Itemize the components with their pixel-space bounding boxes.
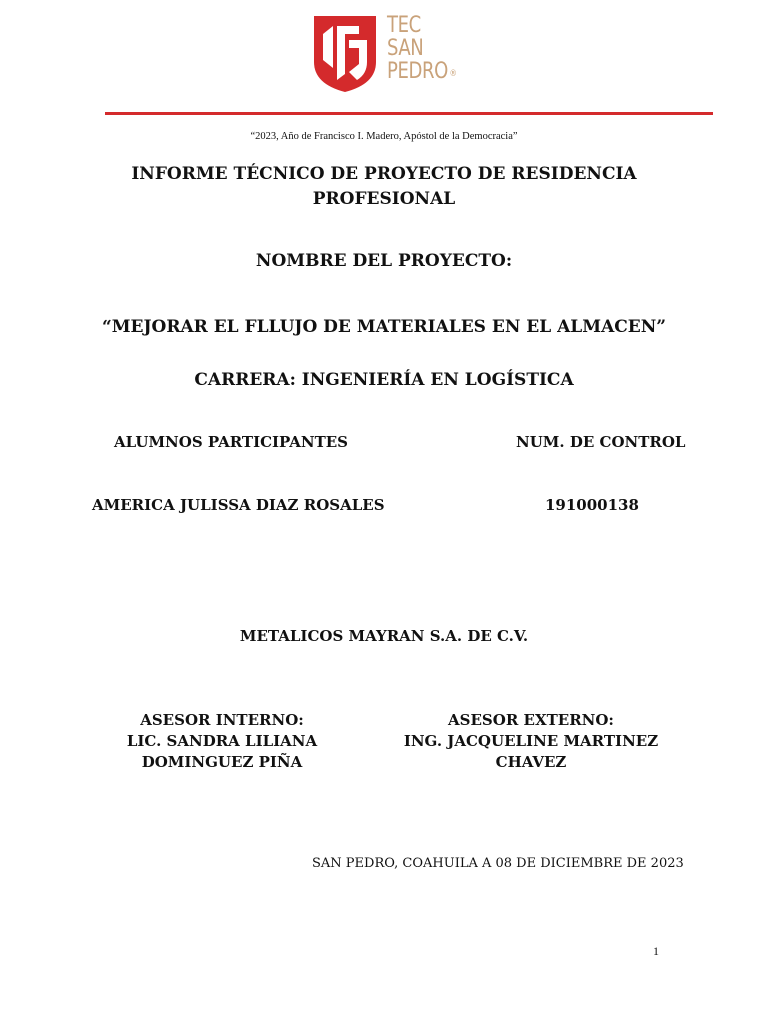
career: CARRERA: INGENIERÍA EN LOGÍSTICA <box>194 370 574 390</box>
report-title-line-2: PROFESIONAL <box>312 189 456 209</box>
logo-line-3-text: PEDRO <box>387 59 448 84</box>
internal-advisor-line-2: DOMINGUEZ PIÑA <box>141 753 303 771</box>
page-number: 1 <box>653 944 659 958</box>
tec-san-pedro-logo-text <box>387 13 457 86</box>
report-title-line-1: INFORME TÉCNICO DE PROYECTO DE RESIDENCIA <box>131 164 637 184</box>
logo-line-3 <box>387 59 457 86</box>
student-name: AMERICA JULISSA DIAZ ROSALES <box>92 496 385 514</box>
internal-advisor-line-1: LIC. SANDRA LILIANA <box>126 732 318 750</box>
header-red-rule <box>105 112 713 115</box>
external-advisor-line-2: CHAVEZ <box>495 753 567 771</box>
logo-line-1: TEC <box>387 13 421 38</box>
report-title <box>0 162 768 212</box>
external-advisor-label: ASESOR EXTERNO: <box>448 711 614 729</box>
logo-line-2: SAN <box>387 36 424 61</box>
external-advisor <box>386 710 676 773</box>
internal-advisor-label: ASESOR INTERNO: <box>140 711 304 729</box>
external-advisor-line-1: ING. JACQUELINE MARTINEZ <box>403 732 659 750</box>
company-name: METALICOS MAYRAN S.A. DE C.V. <box>239 627 529 645</box>
place-and-date: SAN PEDRO, COAHUILA A 08 DE DICIEMBRE DE 2023 <box>312 856 684 871</box>
students-column-header: ALUMNOS PARTICIPANTES <box>114 433 349 451</box>
student-control-number: 191000138 <box>545 496 639 514</box>
control-number-column-header: NUM. DE CONTROL <box>516 433 686 451</box>
year-motto: “2023, Año de Francisco I. Madero, Apóstol de la Democracia” <box>250 131 518 142</box>
tec-san-pedro-logo-shield <box>311 14 379 94</box>
project-name: “MEJORAR EL FLLUJO DE MATERIALES EN EL ALMACEN” <box>101 317 667 337</box>
project-name-heading: NOMBRE DEL PROYECTO: <box>255 251 513 271</box>
internal-advisor <box>88 710 356 773</box>
registered-mark: ® <box>449 69 457 79</box>
